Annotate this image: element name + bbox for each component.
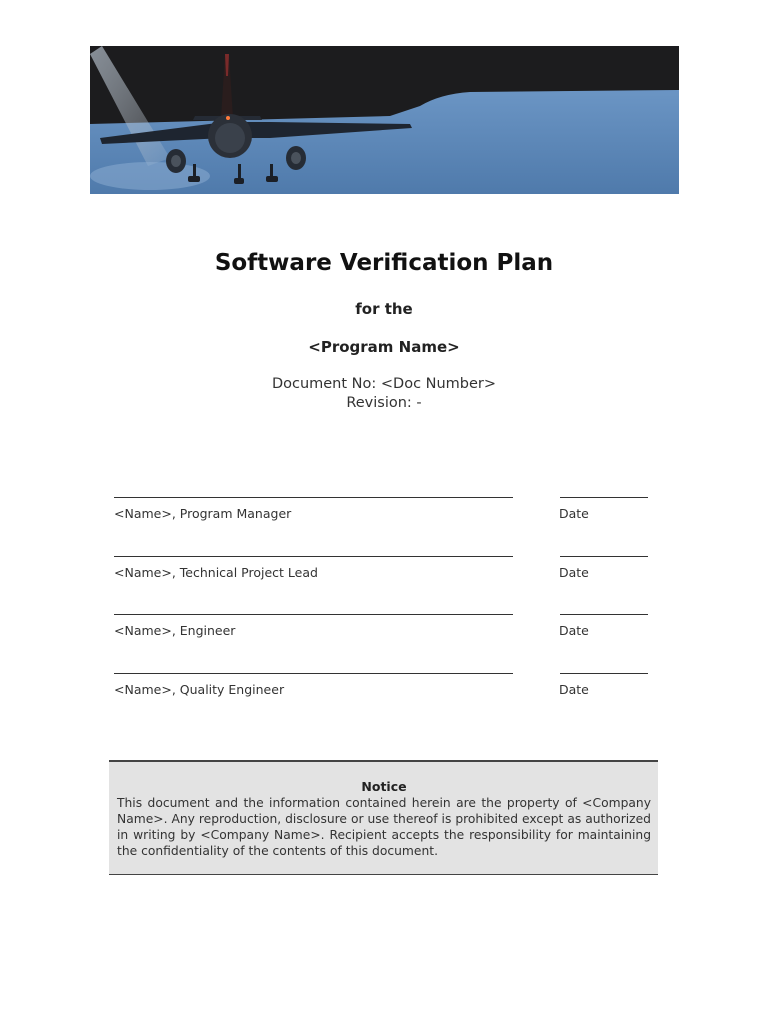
date-label: Date <box>559 623 589 638</box>
date-label: Date <box>559 565 589 580</box>
notice-title: Notice <box>361 779 407 794</box>
document-title: Software Verification Plan <box>214 250 554 276</box>
date-line <box>560 497 648 498</box>
date-label: Date <box>559 682 589 697</box>
date-line <box>560 673 648 674</box>
date-line <box>560 556 648 557</box>
signature-block <box>114 556 654 590</box>
revision: Revision: - <box>346 395 422 411</box>
airplane-landing-night-icon <box>90 46 679 194</box>
for-the-label: for the <box>355 300 413 318</box>
signature-line <box>114 497 513 498</box>
notice-body: This document and the information contained herein are the property of <Company Name>. Any reproduction, disclosure or use thereof is prohibited except as authorized in writing by <Company Name>. Recipient accepts the responsibility for maintaining the confidentiality of the contents of this document. <box>117 796 651 858</box>
cover-banner <box>90 46 679 194</box>
signature-block <box>114 497 654 531</box>
program-name: <Program Name> <box>308 338 460 356</box>
signatory-name: <Name>, Engineer <box>114 623 236 638</box>
signatory-name: <Name>, Quality Engineer <box>114 682 285 697</box>
document-number: Document No: <Doc Number> <box>271 376 497 392</box>
signature-block <box>114 673 654 707</box>
date-label: Date <box>559 506 589 521</box>
signature-line <box>114 614 513 615</box>
signature-line <box>114 556 513 557</box>
notice-box <box>109 760 658 875</box>
signature-block <box>114 614 654 648</box>
signatory-name: <Name>, Program Manager <box>114 506 292 521</box>
date-line <box>560 614 648 615</box>
signatory-name: <Name>, Technical Project Lead <box>114 565 318 580</box>
signature-line <box>114 673 513 674</box>
